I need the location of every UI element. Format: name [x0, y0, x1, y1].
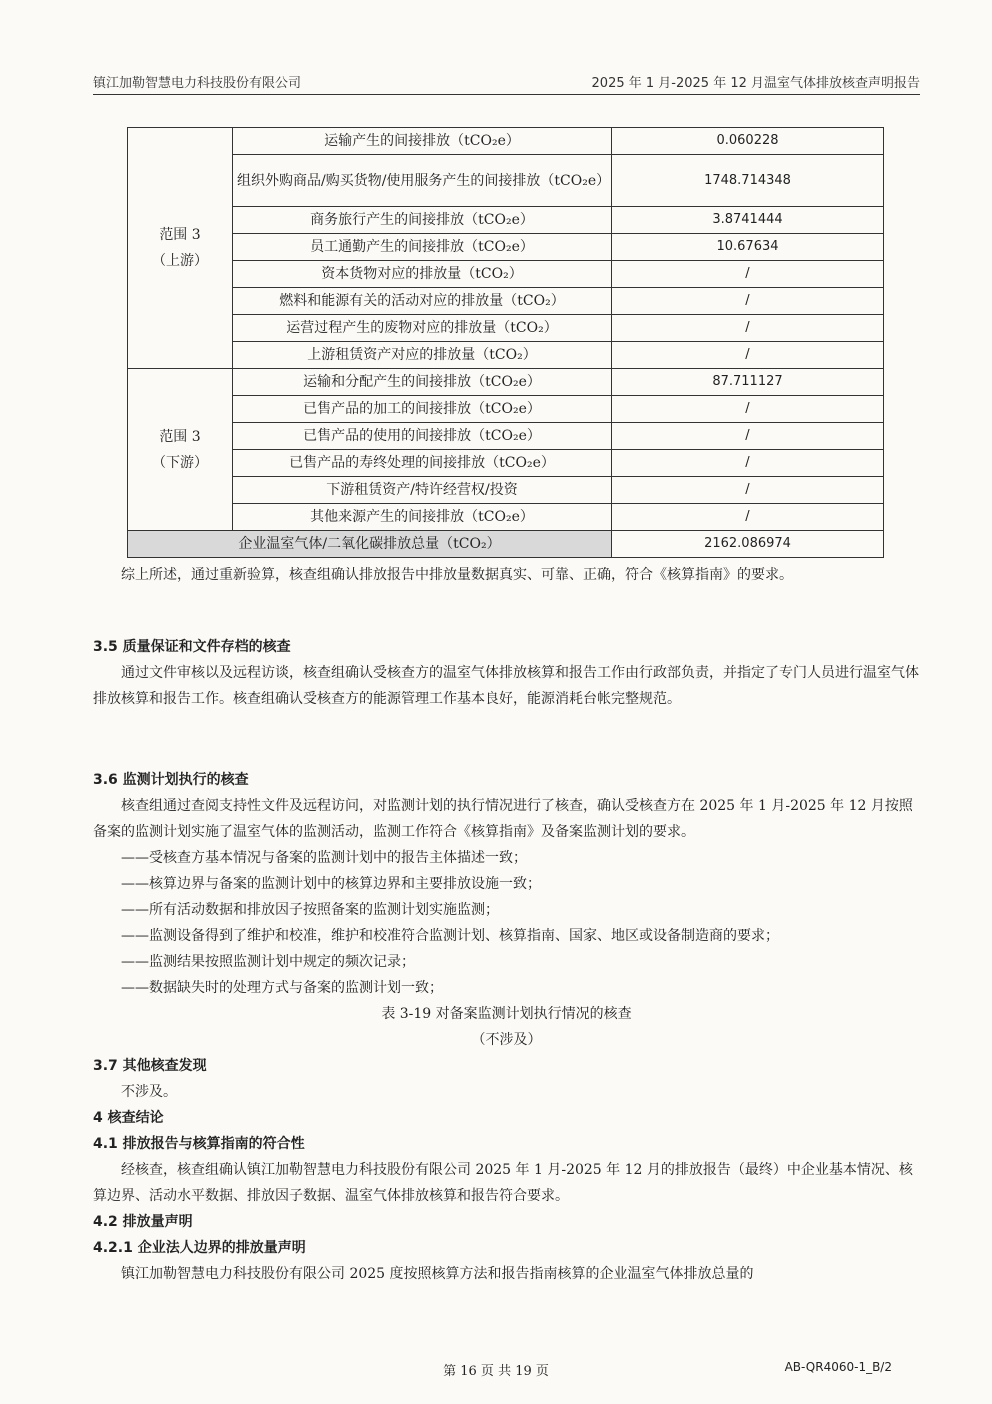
emission-item: 组织外购商品/购买货物/使用服务产生的间接排放（tCO₂e）	[233, 155, 612, 207]
emission-value: /	[612, 450, 884, 477]
table-row	[128, 423, 884, 450]
list-item: ——监测设备得到了维护和校准，维护和校准符合监测计划、核算指南、国家、地区或设备制造商的要求；	[121, 928, 779, 944]
emission-value: /	[612, 288, 884, 315]
table-caption-note: （不涉及）	[471, 1032, 542, 1048]
table-row	[128, 477, 884, 504]
total-row	[128, 531, 884, 558]
scope3-upstream-label: 范围 3 （上游）	[128, 128, 233, 369]
emission-value: 0.060228	[612, 128, 884, 155]
emission-item: 员工通勤产生的间接排放（tCO₂e）	[233, 234, 612, 261]
emission-value: /	[612, 315, 884, 342]
section-3-5-text: 通过文件审核以及远程访谈，核查组确认受核查方的温室气体排放核算和报告工作由行政部负责，并指定了专门人员进行温室气体排放核算和报告工作。核查组确认受核查方的能源管理工作基本良好，能源消耗台帐完整规范。	[93, 665, 919, 707]
emission-item: 商务旅行产生的间接排放（tCO₂e）	[233, 207, 612, 234]
emission-value: 3.8741444	[612, 207, 884, 234]
scope3-downstream-label: 范围 3 （下游）	[128, 369, 233, 531]
emission-value: /	[612, 423, 884, 450]
table-row	[128, 128, 884, 155]
emission-item: 已售产品的寿终处理的间接排放（tCO₂e）	[233, 450, 612, 477]
list-item: ——所有活动数据和排放因子按照备案的监测计划实施监测；	[121, 902, 499, 918]
section-4-1-text: 经核查，核查组确认镇江加勒智慧电力科技股份有限公司 2025 年 1 月-2025 年 12 月的排放报告（最终）中企业基本情况、核算边界、活动水平数据、排放因子数据、温室气体排放核算和报告符合要求。	[93, 1162, 913, 1204]
section-3-7-heading: 3.7 其他核查发现	[93, 1058, 207, 1074]
table-row	[128, 450, 884, 477]
section-3-6	[93, 767, 920, 1287]
emission-item: 上游租赁资产对应的排放量（tCO₂）	[233, 342, 612, 369]
table-row	[128, 315, 884, 342]
emission-item: 其他来源产生的间接排放（tCO₂e）	[233, 504, 612, 531]
section-3-6-list	[93, 845, 920, 1001]
section-4-heading: 4 核查结论	[93, 1110, 164, 1126]
emission-item: 下游租赁资产/特许经营权/投资	[233, 477, 612, 504]
table-row	[128, 369, 884, 396]
summary-paragraph	[93, 562, 920, 588]
table-row	[128, 288, 884, 315]
section-3-5-heading: 3.5 质量保证和文件存档的核查	[93, 639, 291, 655]
table-row	[128, 504, 884, 531]
section-3-6-heading: 3.6 监测计划执行的核查	[93, 772, 249, 788]
table-row	[128, 342, 884, 369]
total-value: 2162.086974	[612, 531, 884, 558]
emission-item: 运输和分配产生的间接排放（tCO₂e）	[233, 369, 612, 396]
emissions-table	[127, 127, 884, 558]
emission-item: 已售产品的使用的间接排放（tCO₂e）	[233, 423, 612, 450]
total-label: 企业温室气体/二氧化碳排放总量（tCO₂）	[128, 531, 612, 558]
emission-value: 1748.714348	[612, 155, 884, 207]
table-caption: 表 3-19 对备案监测计划执行情况的核查	[381, 1006, 632, 1022]
table-row	[128, 396, 884, 423]
document-code: AB-QR4060-1_B/2	[784, 1360, 892, 1374]
section-3-5	[93, 634, 920, 712]
section-4-2-1-text: 镇江加勒智慧电力科技股份有限公司 2025 度按照核算方法和报告指南核算的企业温室气体排放总量的	[121, 1266, 754, 1282]
list-item: ——核算边界与备案的监测计划中的核算边界和主要排放设施一致；	[121, 876, 541, 892]
list-item: ——监测结果按照监测计划中规定的频次记录；	[121, 954, 415, 970]
emission-value: /	[612, 261, 884, 288]
list-item: ——受核查方基本情况与备案的监测计划中的报告主体描述一致；	[121, 850, 527, 866]
emission-value: 87.711127	[612, 369, 884, 396]
table-row	[128, 234, 884, 261]
emission-value: /	[612, 342, 884, 369]
section-4-1-heading: 4.1 排放报告与核算指南的符合性	[93, 1136, 305, 1152]
table-row	[128, 207, 884, 234]
page-number: 第 16 页 共 19 页	[443, 1364, 549, 1379]
page-header	[93, 60, 920, 95]
header-report-title: 2025 年 1 月-2025 年 12 月温室气体排放核查声明报告	[591, 76, 920, 91]
emission-value: /	[612, 396, 884, 423]
section-3-7-text: 不涉及。	[121, 1084, 177, 1100]
emission-value: 10.67634	[612, 234, 884, 261]
table-row	[128, 155, 884, 207]
section-4-2-1-heading: 4.2.1 企业法人边界的排放量声明	[93, 1240, 306, 1256]
list-item: ——数据缺失时的处理方式与备案的监测计划一致；	[121, 980, 443, 996]
section-4-2-heading: 4.2 排放量声明	[93, 1214, 193, 1230]
emission-item: 已售产品的加工的间接排放（tCO₂e）	[233, 396, 612, 423]
emission-value: /	[612, 504, 884, 531]
emission-value: /	[612, 477, 884, 504]
emission-item: 运输产生的间接排放（tCO₂e）	[233, 128, 612, 155]
emission-item: 资本货物对应的排放量（tCO₂）	[233, 261, 612, 288]
header-company: 镇江加勒智慧电力科技股份有限公司	[93, 76, 302, 91]
section-3-6-text: 核查组通过查阅支持性文件及远程访问，对监测计划的执行情况进行了核查，确认受核查方在 2025 年 1 月-2025 年 12 月按照备案的监测计划实施了温室气体的监测活动，监测工作符合《核算指南》及备案监测计划的要求。	[93, 798, 913, 840]
emission-item: 运营过程产生的废物对应的排放量（tCO₂）	[233, 315, 612, 342]
summary-text: 综上所述，通过重新验算，核查组确认排放报告中排放量数据真实、可靠、正确，符合《核算指南》的要求。	[121, 567, 793, 583]
table-row	[128, 261, 884, 288]
emission-item: 燃料和能源有关的活动对应的排放量（tCO₂）	[233, 288, 612, 315]
